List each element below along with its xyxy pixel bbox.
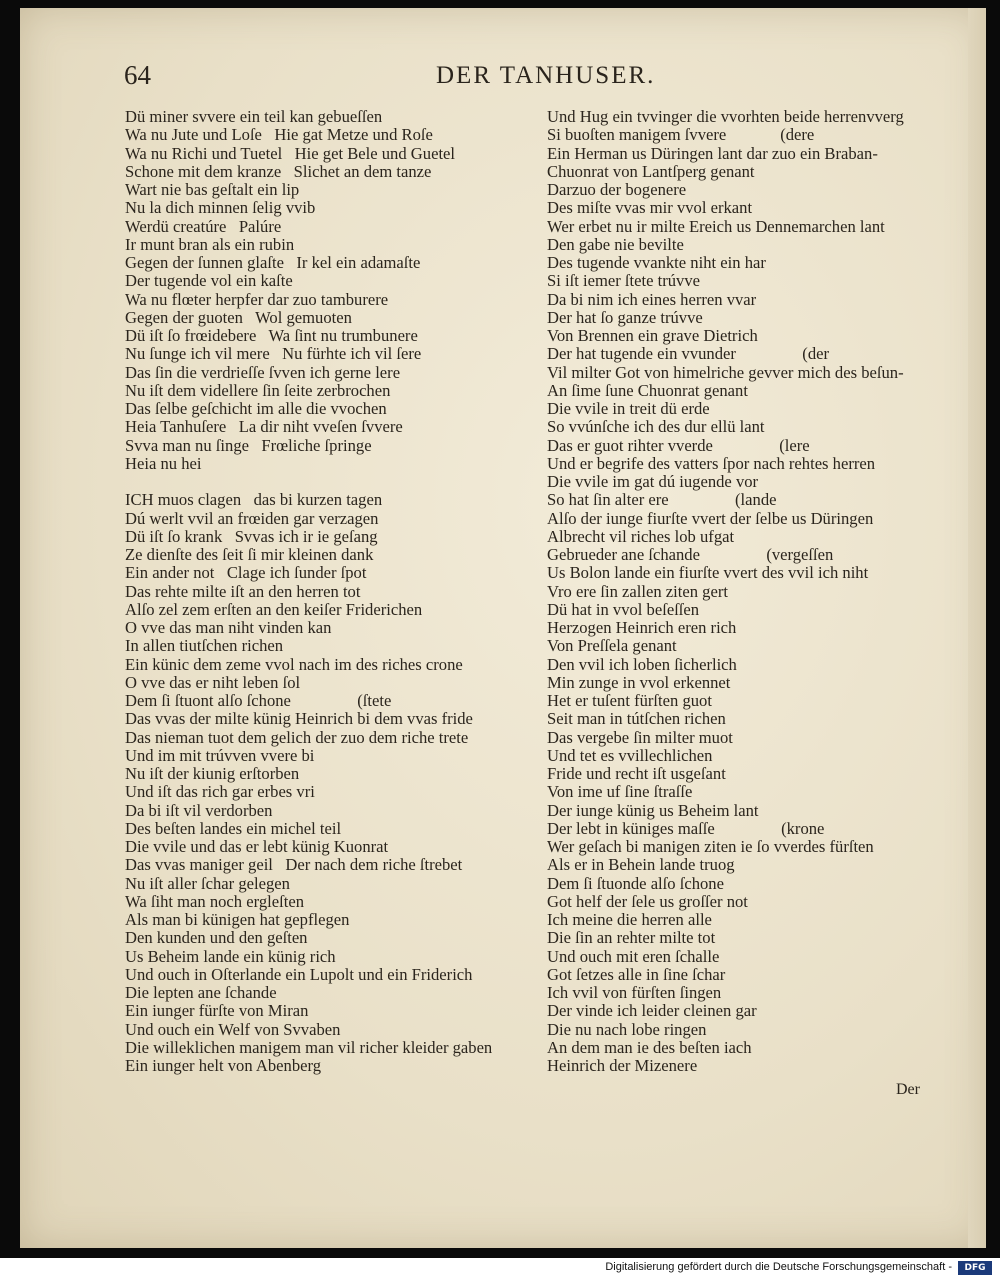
verse-line: Herzogen Heinrich eren rich [547, 618, 737, 637]
verse-line: Und Hug ein tvvinger die vvorhten beide herrenvverg [547, 107, 904, 126]
verse-line: Dü iſt ſo frœidebere Wa ſint nu trumbunere [125, 326, 418, 345]
verse-line: So hat ſin alter ere (lande [547, 490, 777, 510]
catchword: Der [896, 1081, 920, 1098]
verse-line: Gegen der ſunnen glaſte Ir kel ein adamaſte [125, 253, 421, 272]
verse-line: Us Beheim lande ein künig rich [125, 946, 336, 966]
verse-line: Des beſten landes ein michel teil [125, 818, 342, 838]
verse-line: Von ime uf ſine ſtraſſe [547, 782, 693, 802]
verse-line: Schone mit dem kranze Slichet an dem tanze [125, 161, 432, 181]
verse-line: Alſo zel zem erſten an den keiſer Friderichen [125, 599, 423, 619]
verse-line: Da bi nim ich eines herren vvar [547, 289, 757, 309]
verse-line: Dü hat in vvol beſeſſen [547, 599, 700, 619]
verse-line: Svva man nu ſinge Frœliche ſpringe [125, 435, 372, 455]
verse-line: Das rehte milte iſt an den herren tot [125, 581, 361, 601]
verse-line: O vve das er niht leben ſol [125, 672, 301, 692]
verse-line: Vil milter Got von himelriche gevver mich des beſun- [547, 362, 904, 382]
verse-line: O vve das man niht vinden kan [125, 618, 332, 637]
verse-line: Ich meine die herren alle [547, 910, 712, 929]
verse-line: Als er in Behein lande truog [547, 855, 735, 875]
verse-line: Ze dienſte des ſeit ſi mir kleinen dank [125, 545, 374, 564]
verse-line: Wa nu flœter herpfer dar zuo tamburere [125, 289, 389, 309]
verse-line: Die nu nach lobe ringen [547, 1019, 707, 1039]
verse-line: Ein iunger fürſte von Miran [125, 1001, 309, 1021]
verse-line: Das vvas der milte künig Heinrich bi dem vvas fride [125, 709, 473, 729]
verse-line: Der hat tugende ein vvunder (der [547, 344, 830, 364]
verse-line: In allen tiutſchen richen [125, 636, 284, 656]
verse-line: Den vvil ich loben ſicherlich [547, 654, 737, 674]
verse-line: Ein künic dem zeme vvol nach im des riches crone [125, 654, 463, 674]
verse-line: Gebrueder ane ſchande (vergeſſen [547, 545, 834, 564]
verse-line: Fride und recht iſt usgeſant [547, 764, 726, 783]
verse-line: So vvúnſche ich des dur ellü lant [547, 417, 765, 437]
verse-line: Des miſte vvas mir vvol erkant [547, 198, 753, 218]
verse-line: Und iſt das rich gar erbes vri [125, 782, 315, 802]
verse-line: Und ouch in Oſterlande ein Lupolt und ein Friderich [125, 964, 473, 984]
verse-line: Heia nu hei [125, 453, 202, 473]
facing-page-edge [968, 8, 986, 1248]
footer-bar [0, 1258, 1000, 1278]
verse-line: Wa ſiht man noch ergleſten [125, 891, 304, 911]
verse-line: Das nieman tuot dem gelich der zuo dem riche trete [125, 727, 469, 747]
verse-line: Die vvile in treit dü erde [547, 399, 710, 418]
verse-line: Heinrich der Mizenere [547, 1056, 698, 1075]
right-text-column [547, 108, 945, 1075]
verse-line: An dem man ie des beſten iach [547, 1037, 752, 1057]
verse-line: Chuonrat von Lantſperg genant [547, 161, 755, 181]
verse-line: Und er begrife des vatters ſpor nach rehtes herren [547, 453, 876, 473]
verse-line: Und ouch mit eren ſchalle [547, 946, 720, 966]
verse-line: Der iunge künig us Beheim lant [547, 800, 759, 820]
verse-line: Si buoſten manigem ſvvere (dere [547, 125, 815, 145]
verse-line: Die willeklichen manigem man vil richer kleider gaben [125, 1037, 493, 1057]
verse-line: Alſo der iunge fiurſte vvert der ſelbe us Düringen [547, 508, 874, 528]
dfg-logo: DFG [958, 1261, 992, 1275]
page-header [124, 56, 944, 102]
verse-line: Ir munt bran als ein rubin [125, 234, 295, 254]
verse-line: Nu ſunge ich vil mere Nu fürhte ich vil ſere [125, 344, 422, 364]
verse-line: Das vergebe ſin milter muot [547, 727, 733, 747]
verse-line: Wer geſach bi manigen ziten ie ſo vverdes fürſten [547, 837, 874, 856]
verse-line: Nu iſt aller ſchar gelegen [125, 873, 290, 893]
verse-line: Gegen der guoten Wol gemuoten [125, 307, 352, 327]
verse-line: Das er guot rihter vverde (lere [547, 435, 810, 455]
verse-line: Die vvile und das er lebt künig Kuonrat [125, 837, 389, 856]
verse-line: Ich vvil von fürſten ſingen [547, 983, 722, 1002]
verse-line: Si iſt iemer ſtete trúvve [547, 271, 700, 291]
verse-line: Got ſetzes alle in ſine ſchar [547, 964, 726, 984]
verse-line: Von Brennen ein grave Dietrich [547, 326, 758, 345]
verse-line: Ein iunger helt von Abenberg [125, 1056, 322, 1075]
verse-line: Dü miner svvere ein teil kan gebueſſen [125, 107, 383, 126]
verse-line: Und im mit trúvven vvere bi [125, 745, 315, 765]
verse-line: Dü iſt ſo krank Svvas ich ir ie geſang [125, 526, 378, 546]
verse-line: Dem ſi ſtuonde alſo ſchone [547, 873, 724, 893]
verse-line: Da bi iſt vil verdorben [125, 800, 273, 820]
verse-line: Heia Tanhuſere La dir niht vveſen ſvvere [125, 417, 403, 437]
verse-line: Nu iſt dem videllere ſin ſeite zerbrochen [125, 380, 391, 400]
verse-line: Die ſin an rehter milte tot [547, 928, 716, 948]
running-head: DER TANHUSER. [436, 62, 656, 89]
left-text-column [125, 108, 545, 1075]
verse-line: Die vvile im gat dú iugende vor [547, 472, 759, 491]
verse-line: Min zunge in vvol erkennet [547, 672, 731, 692]
verse-line [125, 473, 545, 491]
funding-credit: Digitalisierung gefördert durch die Deutsche Forschungsgemeinschaft - [605, 1261, 952, 1273]
verse-line: Der tugende vol ein kaſte [125, 271, 293, 291]
verse-line: Das vvas maniger geil Der nach dem riche ſtrebet [125, 855, 463, 875]
verse-line: Die lepten ane ſchande [125, 983, 277, 1002]
verse-line: An ſime ſune Chuonrat genant [547, 380, 748, 400]
verse-line: Den kunden und den geſten [125, 928, 308, 948]
verse-line: Der hat ſo ganze trúvve [547, 307, 703, 327]
verse-line: Und tet es vvillechlichen [547, 745, 713, 765]
verse-line: Von Preſſela genant [547, 636, 677, 656]
verse-line: Albrecht vil riches lob ufgat [547, 526, 735, 546]
page-number: 64 [124, 60, 151, 90]
verse-line: ICH muos clagen das bi kurzen tagen [125, 490, 383, 510]
verse-line: Das ſin die verdrieſſe ſvven ich gerne lere [125, 362, 401, 382]
verse-line: Got helf der ſele us groſſer not [547, 891, 748, 911]
verse-line: Und ouch ein Welf von Svvaben [125, 1019, 341, 1039]
verse-line: Ein ander not Clage ich ſunder ſpot [125, 563, 367, 583]
verse-line: Nu la dich minnen ſelig vvib [125, 198, 316, 218]
verse-line: Darzuo der bogenere [547, 180, 687, 199]
verse-line: Der lebt in küniges maſſe (krone [547, 818, 825, 838]
verse-line: Nu iſt der kiunig erſtorben [125, 764, 300, 783]
verse-line: Seit man in tútſchen richen [547, 709, 726, 729]
verse-line: Wart nie bas geſtalt ein lip [125, 180, 300, 199]
verse-line: Den gabe nie bevilte [547, 234, 684, 254]
verse-line: Werdü creatúre Palúre [125, 216, 282, 236]
verse-line: Het er tuſent fürſten guot [547, 691, 712, 710]
verse-line: Wa nu Richi und Tuetel Hie get Bele und Guetel [125, 143, 456, 163]
verse-line: Wa nu Jute und Loſe Hie gat Metze und Roſe [125, 125, 433, 145]
verse-line: Vro ere ſin zallen ziten gert [547, 581, 728, 601]
verse-line: Als man bi künigen hat gepflegen [125, 910, 350, 929]
verse-line: Das ſelbe geſchicht im alle die vvochen [125, 399, 387, 418]
verse-line: Dú werlt vvil an frœiden gar verzagen [125, 508, 379, 528]
verse-line: Des tugende vvankte niht ein har [547, 253, 766, 272]
verse-line: Us Bolon lande ein fiurſte vvert des vvil ich niht [547, 563, 869, 583]
verse-line: Der vinde ich leider cleinen gar [547, 1001, 757, 1021]
verse-line: Ein Herman us Düringen lant dar zuo ein Braban- [547, 143, 878, 163]
verse-line: Dem ſi ſtuont alſo ſchone (ſtete [125, 691, 392, 710]
verse-line: Wer erbet nu ir milte Ereich us Dennemarchen lant [547, 216, 885, 236]
